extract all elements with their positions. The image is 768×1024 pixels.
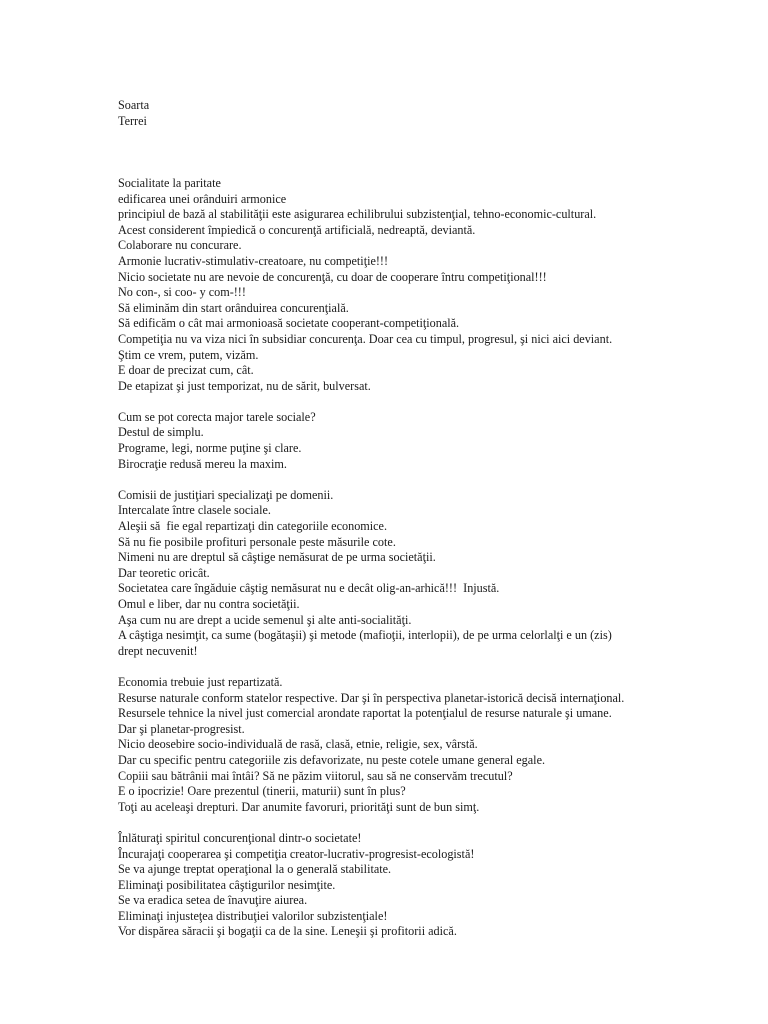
text-line: Resurse naturale conform statelor respective. Dar şi în perspectiva planetar-istorică decisă internaţional. xyxy=(118,690,625,705)
paragraph xyxy=(118,831,748,940)
text-line: Intercalate între clasele sociale. xyxy=(118,503,271,518)
title-line: Soarta xyxy=(118,98,150,112)
text-line: Colaborare nu concurare. xyxy=(118,238,242,253)
title-line: Terrei xyxy=(118,113,147,128)
text-line: Comisii de justiţiari specializaţi pe domenii. xyxy=(118,487,334,502)
text-line: Încurajaţi cooperarea şi competiţia creator-lucrativ-progresist-ecologistă! xyxy=(118,846,475,861)
document-page xyxy=(118,98,748,956)
text-line: Cum se pot corecta major tarele sociale? xyxy=(118,409,316,424)
document-title xyxy=(118,98,748,129)
paragraph xyxy=(118,488,748,660)
text-line: Aşa cum nu are drept a ucide semenul şi alte anti-socialităţi. xyxy=(118,612,412,627)
text-line: Vor dispărea săracii şi bogaţii ca de la sine. Leneşii şi profitorii adică. xyxy=(118,924,457,939)
text-line: Se va ajunge treptat operaţional la o generală stabilitate. xyxy=(118,862,392,877)
text-line: A câştiga nesimţit, ca sume (bogătaşii) şi metode (mafioţii, interlopii), de pe urma celorlalţi e un (zis) xyxy=(118,628,612,643)
text-line: Dar teoretic oricât. xyxy=(118,565,210,580)
text-line: Birocraţie redusă mereu la maxim. xyxy=(118,456,287,471)
text-line: Nicio deosebire socio-individuală de rasă, clasă, etnie, religie, sex, vârstă. xyxy=(118,737,478,752)
document-body xyxy=(118,176,748,940)
text-line: Resursele tehnice la nivel just comercial arondate raportat la potenţialul de resurse naturale şi umane. xyxy=(118,706,612,721)
paragraph xyxy=(118,176,748,394)
text-line: Nicio societate nu are nevoie de concurenţă, cu doar de cooperare întru competiţional!!! xyxy=(118,269,547,284)
text-line: Omul e liber, dar nu contra societăţii. xyxy=(118,597,300,612)
paragraph xyxy=(118,675,748,815)
text-line: Aleşii să fie egal repartizaţi din categoriile economice. xyxy=(118,519,388,534)
text-line: No con-, si coo- y com-!!! xyxy=(118,285,246,300)
text-line: De etapizat şi just temporizat, nu de sărit, bulversat. xyxy=(118,378,371,393)
text-line: Dar şi planetar-progresist. xyxy=(118,721,245,736)
text-line: Societatea care îngăduie câştig nemăsurat nu e decât olig-an-arhică!!! Injustă. xyxy=(118,581,500,596)
text-line: Destul de simplu. xyxy=(118,425,204,440)
text-line: principiul de bază al stabilităţii este asigurarea echilibrului subzistenţial, tehno-economic-cultural. xyxy=(118,207,597,222)
text-line: Nimeni nu are dreptul să câştige nemăsurat de pe urma societăţii. xyxy=(118,550,436,565)
text-line: Acest considerent împiedică o concurenţă artificială, nedreaptă, deviantă. xyxy=(118,222,476,237)
text-line: E o ipocrizie! Oare prezentul (tinerii, maturii) sunt în plus? xyxy=(118,784,406,799)
text-line: Să nu fie posibile profituri personale peste măsurile cote. xyxy=(118,534,396,549)
text-line: Competiţia nu va viza nici în subsidiar concurenţa. Doar cea cu timpul, progresul, şi nici aici deviant. xyxy=(118,331,613,346)
text-line: Înlăturaţi spiritul concurenţional dintr-o societate! xyxy=(118,830,362,845)
text-line: Ştim ce vrem, putem, vizăm. xyxy=(118,347,259,362)
text-line: E doar de precizat cum, cât. xyxy=(118,363,254,378)
text-line: Să edificăm o cât mai armonioasă societate cooperant-competiţională. xyxy=(118,316,460,331)
text-line: Copiii sau bătrânii mai întâi? Să ne păzim viitorul, sau să ne conservăm trecutul? xyxy=(118,768,513,783)
text-line: Economia trebuie just repartizată. xyxy=(118,674,283,689)
text-line: Să eliminăm din start orânduirea concurenţială. xyxy=(118,300,349,315)
text-line: Eliminaţi posibilitatea câştigurilor nesimţite. xyxy=(118,877,336,892)
text-line: Toţi au aceleaşi drepturi. Dar anumite favoruri, priorităţi sunt de bun simţ. xyxy=(118,799,480,814)
paragraph xyxy=(118,410,748,472)
text-line: drept necuvenit! xyxy=(118,643,198,658)
text-line: Armonie lucrativ-stimulativ-creatoare, nu competiţie!!! xyxy=(118,253,389,268)
text-line: Programe, legi, norme puţine şi clare. xyxy=(118,441,302,456)
text-line: Dar cu specific pentru categoriile zis defavorizate, nu peste cotele umane general egale. xyxy=(118,752,546,767)
text-line: Socialitate la paritate xyxy=(118,175,221,190)
text-line: Eliminaţi injusteţea distribuţiei valorilor subzistenţiale! xyxy=(118,908,388,923)
text-line: edificarea unei orânduiri armonice xyxy=(118,191,287,206)
text-line: Se va eradica setea de înavuţire aiurea. xyxy=(118,893,308,908)
